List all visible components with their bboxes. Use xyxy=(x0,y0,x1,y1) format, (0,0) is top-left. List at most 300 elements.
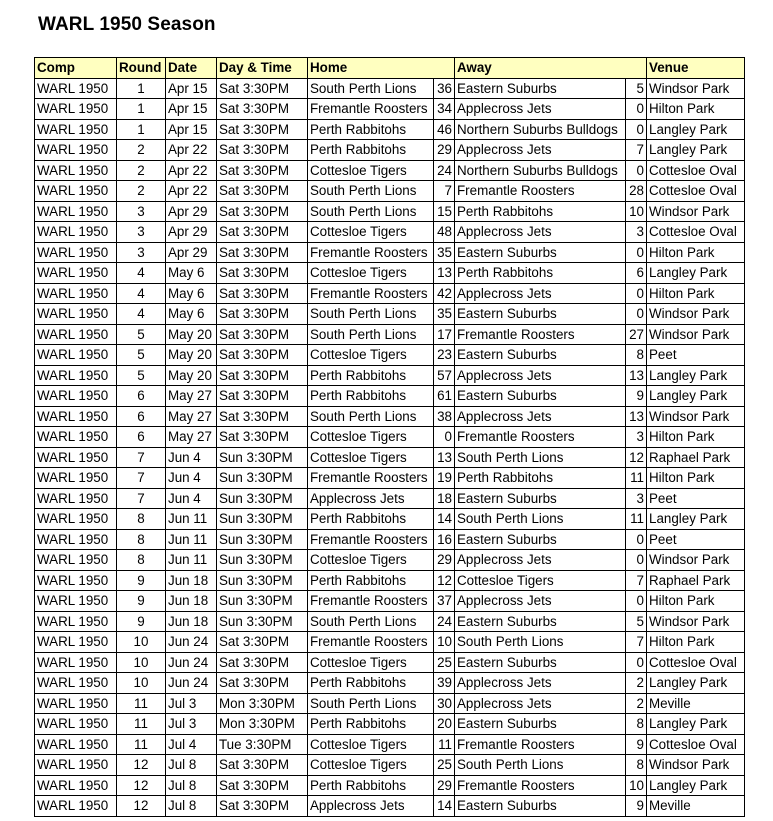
away-score-cell: 0 xyxy=(626,242,647,263)
table-row xyxy=(35,488,745,509)
home-team-cell: South Perth Lions xyxy=(308,181,434,202)
away-score-cell: 12 xyxy=(626,447,647,468)
table-row xyxy=(35,693,745,714)
day-time-cell: Sat 3:30PM xyxy=(217,386,308,407)
table-row xyxy=(35,755,745,776)
away-score-cell: 0 xyxy=(626,529,647,550)
home-score-cell: 48 xyxy=(434,222,455,243)
date-cell: May 6 xyxy=(166,283,217,304)
home-team-cell: Cottesloe Tigers xyxy=(308,550,434,571)
day-time-cell: Sun 3:30PM xyxy=(217,509,308,530)
home-score-cell: 36 xyxy=(434,78,455,99)
day-time-cell: Sun 3:30PM xyxy=(217,529,308,550)
day-time-cell: Sun 3:30PM xyxy=(217,468,308,489)
home-score-cell: 39 xyxy=(434,673,455,694)
round-cell: 1 xyxy=(117,78,166,99)
home-team-cell: Fremantle Roosters xyxy=(308,468,434,489)
home-score-cell: 29 xyxy=(434,140,455,161)
away-team-cell: Eastern Suburbs xyxy=(455,242,626,263)
home-score-cell: 38 xyxy=(434,406,455,427)
round-cell: 3 xyxy=(117,222,166,243)
day-time-cell: Sat 3:30PM xyxy=(217,755,308,776)
table-row xyxy=(35,570,745,591)
away-score-cell: 13 xyxy=(626,365,647,386)
round-cell: 12 xyxy=(117,796,166,817)
venue-cell: Windsor Park xyxy=(647,550,745,571)
home-team-cell: South Perth Lions xyxy=(308,693,434,714)
away-team-cell: Eastern Suburbs xyxy=(455,488,626,509)
away-score-cell: 7 xyxy=(626,140,647,161)
away-score-cell: 5 xyxy=(626,611,647,632)
comp-cell: WARL 1950 xyxy=(35,529,117,550)
venue-cell: Cottesloe Oval xyxy=(647,734,745,755)
day-time-cell: Sat 3:30PM xyxy=(217,119,308,140)
table-row xyxy=(35,632,745,653)
venue-cell: Windsor Park xyxy=(647,611,745,632)
date-cell: Jul 3 xyxy=(166,693,217,714)
venue-cell: Windsor Park xyxy=(647,755,745,776)
venue-cell: Langley Park xyxy=(647,775,745,796)
date-cell: May 27 xyxy=(166,427,217,448)
table-row xyxy=(35,345,745,366)
away-score-cell: 0 xyxy=(626,160,647,181)
table-row xyxy=(35,160,745,181)
day-time-cell: Sat 3:30PM xyxy=(217,345,308,366)
home-team-cell: Perth Rabbitohs xyxy=(308,119,434,140)
home-team-cell: Fremantle Roosters xyxy=(308,99,434,120)
table-row xyxy=(35,386,745,407)
venue-cell: Hilton Park xyxy=(647,242,745,263)
comp-cell: WARL 1950 xyxy=(35,181,117,202)
date-cell: May 6 xyxy=(166,263,217,284)
comp-cell: WARL 1950 xyxy=(35,201,117,222)
home-score-cell: 24 xyxy=(434,611,455,632)
round-cell: 5 xyxy=(117,345,166,366)
away-score-cell: 3 xyxy=(626,488,647,509)
home-team-cell: Fremantle Roosters xyxy=(308,591,434,612)
away-score-cell: 3 xyxy=(626,427,647,448)
home-team-cell: Fremantle Roosters xyxy=(308,529,434,550)
away-team-cell: Eastern Suburbs xyxy=(455,78,626,99)
home-score-cell: 34 xyxy=(434,99,455,120)
comp-cell: WARL 1950 xyxy=(35,283,117,304)
away-score-cell: 9 xyxy=(626,734,647,755)
table-row xyxy=(35,796,745,817)
away-score-cell: 8 xyxy=(626,345,647,366)
date-cell: Apr 15 xyxy=(166,99,217,120)
home-score-cell: 35 xyxy=(434,242,455,263)
table-row xyxy=(35,652,745,673)
round-cell: 6 xyxy=(117,406,166,427)
home-score-cell: 29 xyxy=(434,775,455,796)
table-row xyxy=(35,242,745,263)
day-time-cell: Tue 3:30PM xyxy=(217,734,308,755)
venue-cell: Langley Park xyxy=(647,386,745,407)
home-team-cell: South Perth Lions xyxy=(308,406,434,427)
venue-cell: Cottesloe Oval xyxy=(647,160,745,181)
day-time-cell: Sat 3:30PM xyxy=(217,365,308,386)
home-team-cell: South Perth Lions xyxy=(308,611,434,632)
table-row xyxy=(35,447,745,468)
away-team-cell: Perth Rabbitohs xyxy=(455,263,626,284)
day-time-cell: Mon 3:30PM xyxy=(217,714,308,735)
date-cell: Jul 8 xyxy=(166,796,217,817)
round-cell: 6 xyxy=(117,427,166,448)
home-score-cell: 14 xyxy=(434,796,455,817)
table-row xyxy=(35,591,745,612)
away-team-cell: Eastern Suburbs xyxy=(455,386,626,407)
round-cell: 8 xyxy=(117,509,166,530)
round-cell: 8 xyxy=(117,529,166,550)
comp-cell: WARL 1950 xyxy=(35,447,117,468)
home-team-cell: Perth Rabbitohs xyxy=(308,673,434,694)
day-time-cell: Sun 3:30PM xyxy=(217,591,308,612)
header-date: Date xyxy=(166,58,217,79)
header-home-score xyxy=(434,58,455,79)
day-time-cell: Sun 3:30PM xyxy=(217,550,308,571)
away-score-cell: 27 xyxy=(626,324,647,345)
round-cell: 7 xyxy=(117,488,166,509)
away-score-cell: 6 xyxy=(626,263,647,284)
comp-cell: WARL 1950 xyxy=(35,632,117,653)
header-venue: Venue xyxy=(647,58,745,79)
away-score-cell: 8 xyxy=(626,755,647,776)
home-score-cell: 0 xyxy=(434,427,455,448)
away-score-cell: 11 xyxy=(626,468,647,489)
venue-cell: Windsor Park xyxy=(647,406,745,427)
round-cell: 9 xyxy=(117,591,166,612)
date-cell: Jun 18 xyxy=(166,591,217,612)
home-team-cell: South Perth Lions xyxy=(308,324,434,345)
round-cell: 7 xyxy=(117,447,166,468)
away-team-cell: South Perth Lions xyxy=(455,632,626,653)
home-score-cell: 15 xyxy=(434,201,455,222)
comp-cell: WARL 1950 xyxy=(35,714,117,735)
home-score-cell: 14 xyxy=(434,509,455,530)
round-cell: 11 xyxy=(117,693,166,714)
table-row xyxy=(35,611,745,632)
round-cell: 1 xyxy=(117,119,166,140)
round-cell: 11 xyxy=(117,714,166,735)
home-team-cell: Perth Rabbitohs xyxy=(308,140,434,161)
away-team-cell: Fremantle Roosters xyxy=(455,427,626,448)
day-time-cell: Sat 3:30PM xyxy=(217,652,308,673)
venue-cell: Hilton Park xyxy=(647,468,745,489)
comp-cell: WARL 1950 xyxy=(35,140,117,161)
day-time-cell: Sat 3:30PM xyxy=(217,324,308,345)
home-score-cell: 61 xyxy=(434,386,455,407)
away-team-cell: Applecross Jets xyxy=(455,140,626,161)
away-score-cell: 7 xyxy=(626,632,647,653)
venue-cell: Langley Park xyxy=(647,263,745,284)
comp-cell: WARL 1950 xyxy=(35,796,117,817)
away-team-cell: Applecross Jets xyxy=(455,693,626,714)
comp-cell: WARL 1950 xyxy=(35,734,117,755)
home-team-cell: Cottesloe Tigers xyxy=(308,652,434,673)
table-row xyxy=(35,365,745,386)
day-time-cell: Sat 3:30PM xyxy=(217,304,308,325)
date-cell: Apr 29 xyxy=(166,201,217,222)
venue-cell: Langley Park xyxy=(647,509,745,530)
round-cell: 3 xyxy=(117,201,166,222)
away-score-cell: 8 xyxy=(626,714,647,735)
away-team-cell: Eastern Suburbs xyxy=(455,345,626,366)
day-time-cell: Sat 3:30PM xyxy=(217,632,308,653)
home-team-cell: Cottesloe Tigers xyxy=(308,447,434,468)
day-time-cell: Mon 3:30PM xyxy=(217,693,308,714)
date-cell: Jul 8 xyxy=(166,755,217,776)
comp-cell: WARL 1950 xyxy=(35,304,117,325)
venue-cell: Hilton Park xyxy=(647,99,745,120)
home-score-cell: 16 xyxy=(434,529,455,550)
table-row xyxy=(35,140,745,161)
round-cell: 4 xyxy=(117,283,166,304)
away-team-cell: Northern Suburbs Bulldogs xyxy=(455,119,626,140)
date-cell: May 20 xyxy=(166,345,217,366)
venue-cell: Langley Park xyxy=(647,140,745,161)
round-cell: 9 xyxy=(117,611,166,632)
home-score-cell: 18 xyxy=(434,488,455,509)
round-cell: 12 xyxy=(117,755,166,776)
round-cell: 8 xyxy=(117,550,166,571)
venue-cell: Meville xyxy=(647,796,745,817)
venue-cell: Hilton Park xyxy=(647,283,745,304)
comp-cell: WARL 1950 xyxy=(35,427,117,448)
date-cell: Apr 15 xyxy=(166,119,217,140)
comp-cell: WARL 1950 xyxy=(35,345,117,366)
date-cell: Jun 11 xyxy=(166,550,217,571)
home-score-cell: 35 xyxy=(434,304,455,325)
away-team-cell: Perth Rabbitohs xyxy=(455,468,626,489)
header-home: Home xyxy=(308,58,434,79)
home-score-cell: 25 xyxy=(434,755,455,776)
day-time-cell: Sat 3:30PM xyxy=(217,222,308,243)
table-row xyxy=(35,119,745,140)
round-cell: 12 xyxy=(117,775,166,796)
home-team-cell: South Perth Lions xyxy=(308,304,434,325)
home-team-cell: Cottesloe Tigers xyxy=(308,427,434,448)
comp-cell: WARL 1950 xyxy=(35,673,117,694)
venue-cell: Cottesloe Oval xyxy=(647,222,745,243)
table-row xyxy=(35,775,745,796)
home-team-cell: Cottesloe Tigers xyxy=(308,755,434,776)
away-team-cell: Fremantle Roosters xyxy=(455,324,626,345)
away-score-cell: 3 xyxy=(626,222,647,243)
away-team-cell: Eastern Suburbs xyxy=(455,304,626,325)
date-cell: Apr 29 xyxy=(166,242,217,263)
round-cell: 11 xyxy=(117,734,166,755)
date-cell: Jul 3 xyxy=(166,714,217,735)
day-time-cell: Sat 3:30PM xyxy=(217,775,308,796)
date-cell: Apr 22 xyxy=(166,140,217,161)
away-team-cell: Eastern Suburbs xyxy=(455,796,626,817)
day-time-cell: Sat 3:30PM xyxy=(217,283,308,304)
date-cell: May 27 xyxy=(166,386,217,407)
away-score-cell: 5 xyxy=(626,78,647,99)
date-cell: May 20 xyxy=(166,365,217,386)
comp-cell: WARL 1950 xyxy=(35,591,117,612)
venue-cell: Hilton Park xyxy=(647,591,745,612)
date-cell: Jun 24 xyxy=(166,673,217,694)
day-time-cell: Sat 3:30PM xyxy=(217,427,308,448)
header-away: Away xyxy=(455,58,626,79)
comp-cell: WARL 1950 xyxy=(35,119,117,140)
round-cell: 7 xyxy=(117,468,166,489)
day-time-cell: Sun 3:30PM xyxy=(217,611,308,632)
comp-cell: WARL 1950 xyxy=(35,160,117,181)
header-away-score xyxy=(626,58,647,79)
away-team-cell: South Perth Lions xyxy=(455,509,626,530)
home-score-cell: 46 xyxy=(434,119,455,140)
away-team-cell: Fremantle Roosters xyxy=(455,734,626,755)
away-team-cell: Fremantle Roosters xyxy=(455,181,626,202)
home-score-cell: 13 xyxy=(434,263,455,284)
table-row xyxy=(35,673,745,694)
venue-cell: Windsor Park xyxy=(647,78,745,99)
table-row xyxy=(35,78,745,99)
venue-cell: Peet xyxy=(647,345,745,366)
home-score-cell: 19 xyxy=(434,468,455,489)
comp-cell: WARL 1950 xyxy=(35,242,117,263)
table-row xyxy=(35,468,745,489)
home-team-cell: Perth Rabbitohs xyxy=(308,775,434,796)
round-cell: 10 xyxy=(117,632,166,653)
day-time-cell: Sat 3:30PM xyxy=(217,201,308,222)
date-cell: Jun 18 xyxy=(166,570,217,591)
away-score-cell: 0 xyxy=(626,591,647,612)
comp-cell: WARL 1950 xyxy=(35,611,117,632)
date-cell: Jul 8 xyxy=(166,775,217,796)
home-score-cell: 37 xyxy=(434,591,455,612)
venue-cell: Hilton Park xyxy=(647,427,745,448)
date-cell: Apr 15 xyxy=(166,78,217,99)
home-team-cell: Perth Rabbitohs xyxy=(308,714,434,735)
home-team-cell: South Perth Lions xyxy=(308,78,434,99)
day-time-cell: Sat 3:30PM xyxy=(217,78,308,99)
date-cell: Apr 22 xyxy=(166,181,217,202)
away-score-cell: 2 xyxy=(626,693,647,714)
away-score-cell: 0 xyxy=(626,119,647,140)
away-score-cell: 10 xyxy=(626,201,647,222)
round-cell: 4 xyxy=(117,263,166,284)
away-team-cell: Applecross Jets xyxy=(455,222,626,243)
round-cell: 3 xyxy=(117,242,166,263)
away-team-cell: Northern Suburbs Bulldogs xyxy=(455,160,626,181)
comp-cell: WARL 1950 xyxy=(35,222,117,243)
comp-cell: WARL 1950 xyxy=(35,386,117,407)
comp-cell: WARL 1950 xyxy=(35,365,117,386)
table-row xyxy=(35,734,745,755)
fixtures-table xyxy=(34,57,745,817)
venue-cell: Peet xyxy=(647,529,745,550)
table-row xyxy=(35,283,745,304)
away-team-cell: Applecross Jets xyxy=(455,591,626,612)
comp-cell: WARL 1950 xyxy=(35,755,117,776)
away-score-cell: 11 xyxy=(626,509,647,530)
home-team-cell: Perth Rabbitohs xyxy=(308,365,434,386)
away-score-cell: 0 xyxy=(626,550,647,571)
table-row xyxy=(35,427,745,448)
away-team-cell: Perth Rabbitohs xyxy=(455,201,626,222)
venue-cell: Langley Park xyxy=(647,365,745,386)
home-team-cell: Cottesloe Tigers xyxy=(308,222,434,243)
table-header-row xyxy=(35,58,745,79)
table-row xyxy=(35,714,745,735)
away-team-cell: South Perth Lions xyxy=(455,755,626,776)
round-cell: 2 xyxy=(117,140,166,161)
comp-cell: WARL 1950 xyxy=(35,509,117,530)
home-score-cell: 42 xyxy=(434,283,455,304)
date-cell: Jun 18 xyxy=(166,611,217,632)
date-cell: Jun 4 xyxy=(166,468,217,489)
table-row xyxy=(35,181,745,202)
home-score-cell: 7 xyxy=(434,181,455,202)
comp-cell: WARL 1950 xyxy=(35,775,117,796)
home-score-cell: 17 xyxy=(434,324,455,345)
home-team-cell: South Perth Lions xyxy=(308,201,434,222)
day-time-cell: Sun 3:30PM xyxy=(217,570,308,591)
table-row xyxy=(35,509,745,530)
day-time-cell: Sat 3:30PM xyxy=(217,242,308,263)
round-cell: 2 xyxy=(117,160,166,181)
venue-cell: Meville xyxy=(647,693,745,714)
away-team-cell: Cottesloe Tigers xyxy=(455,570,626,591)
day-time-cell: Sat 3:30PM xyxy=(217,140,308,161)
venue-cell: Cottesloe Oval xyxy=(647,181,745,202)
away-team-cell: Eastern Suburbs xyxy=(455,529,626,550)
home-team-cell: Fremantle Roosters xyxy=(308,283,434,304)
away-team-cell: Fremantle Roosters xyxy=(455,775,626,796)
home-team-cell: Applecross Jets xyxy=(308,488,434,509)
venue-cell: Raphael Park xyxy=(647,570,745,591)
away-score-cell: 13 xyxy=(626,406,647,427)
page-title: WARL 1950 Season xyxy=(38,14,216,35)
round-cell: 1 xyxy=(117,99,166,120)
home-score-cell: 25 xyxy=(434,652,455,673)
table-row xyxy=(35,529,745,550)
comp-cell: WARL 1950 xyxy=(35,468,117,489)
date-cell: Apr 29 xyxy=(166,222,217,243)
away-score-cell: 2 xyxy=(626,673,647,694)
home-team-cell: Cottesloe Tigers xyxy=(308,160,434,181)
table-row xyxy=(35,222,745,243)
away-team-cell: Applecross Jets xyxy=(455,365,626,386)
away-team-cell: Eastern Suburbs xyxy=(455,652,626,673)
round-cell: 2 xyxy=(117,181,166,202)
home-score-cell: 20 xyxy=(434,714,455,735)
away-score-cell: 10 xyxy=(626,775,647,796)
comp-cell: WARL 1950 xyxy=(35,693,117,714)
away-score-cell: 28 xyxy=(626,181,647,202)
away-score-cell: 9 xyxy=(626,386,647,407)
comp-cell: WARL 1950 xyxy=(35,78,117,99)
venue-cell: Windsor Park xyxy=(647,324,745,345)
round-cell: 5 xyxy=(117,324,166,345)
round-cell: 10 xyxy=(117,673,166,694)
away-score-cell: 0 xyxy=(626,652,647,673)
header-day-time: Day & Time xyxy=(217,58,308,79)
home-team-cell: Perth Rabbitohs xyxy=(308,570,434,591)
date-cell: May 27 xyxy=(166,406,217,427)
home-score-cell: 12 xyxy=(434,570,455,591)
away-score-cell: 0 xyxy=(626,283,647,304)
day-time-cell: Sat 3:30PM xyxy=(217,796,308,817)
day-time-cell: Sat 3:30PM xyxy=(217,673,308,694)
venue-cell: Windsor Park xyxy=(647,304,745,325)
home-team-cell: Cottesloe Tigers xyxy=(308,734,434,755)
date-cell: May 6 xyxy=(166,304,217,325)
away-team-cell: Applecross Jets xyxy=(455,673,626,694)
